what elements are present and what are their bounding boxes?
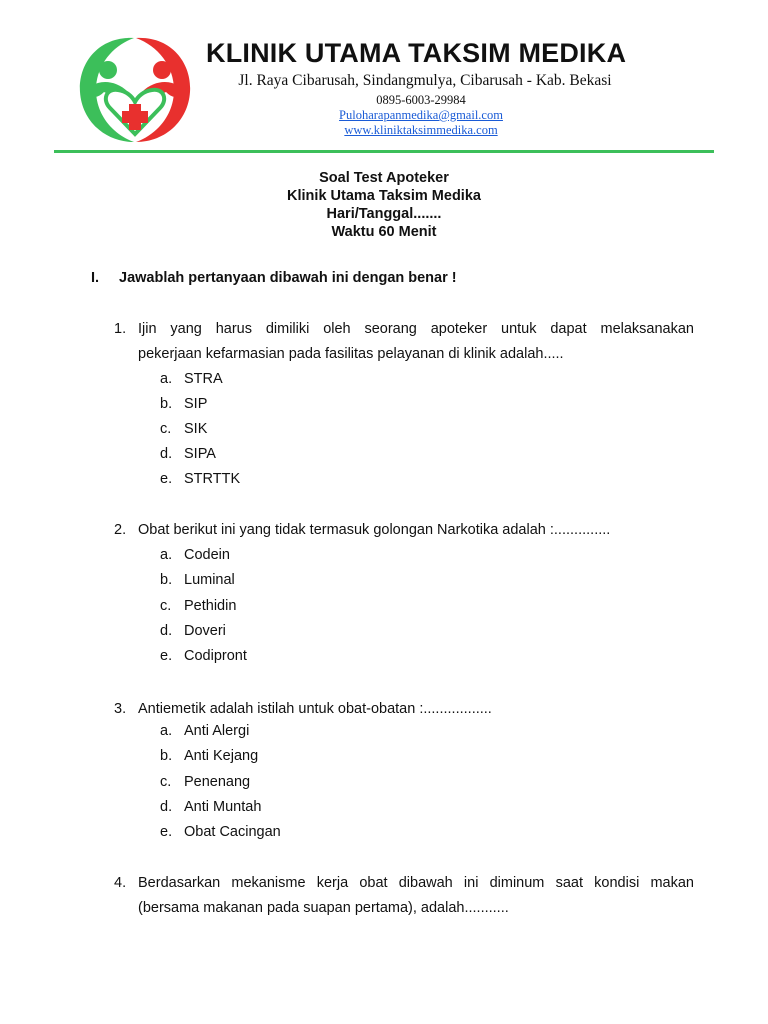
question-number: 1. — [114, 321, 127, 337]
option-3e: e. Obat Cacingan — [160, 824, 281, 840]
question-text-line2: pekerjaan kefarmasian pada fasilitas pelayanan di klinik adalah..... — [138, 346, 564, 362]
test-date: Hari/Tanggal....... — [326, 206, 442, 222]
option-2d: d. Doveri — [160, 623, 226, 639]
question-4 — [114, 871, 694, 921]
question-3 — [114, 697, 694, 722]
option-1b: b. SIP — [160, 396, 208, 412]
clinic-logo-icon — [76, 30, 194, 146]
question-number: 4. — [114, 875, 127, 891]
question-text-line1: Berdasarkan mekanisme kerja obat dibawah ini diminum saat kondisi makan — [138, 875, 694, 891]
clinic-address: Jl. Raya Cibarusah, Sindangmulya, Cibarusah - Kab. Bekasi — [238, 72, 612, 89]
question-number: 2. — [114, 522, 127, 538]
option-1e: e. STRTTK — [160, 471, 241, 487]
option-3c: c. Penenang — [160, 774, 251, 790]
question-text-line2: (bersama makanan pada suapan pertama), adalah........... — [138, 900, 509, 916]
question-text-line1: Antiemetik adalah istilah untuk obat-obatan :................. — [138, 701, 492, 717]
option-3a: a. Anti Alergi — [160, 723, 250, 739]
clinic-phone: 0895-6003-29984 — [376, 93, 466, 107]
question-number: 3. — [114, 701, 127, 717]
header-divider — [54, 150, 714, 153]
section-instruction: Jawablah pertanyaan dibawah ini dengan benar ! — [119, 270, 457, 286]
clinic-email-link[interactable]: Puloharapanmedika@gmail.com — [339, 108, 503, 122]
section-number: I. — [91, 270, 100, 286]
question-1 — [114, 317, 694, 367]
option-2e: e. Codipront — [160, 648, 247, 664]
test-time: Waktu 60 Menit — [331, 224, 437, 240]
question-2 — [114, 518, 694, 543]
clinic-website-link[interactable]: www.kliniktaksimmedika.com — [344, 123, 498, 137]
option-3d: d. Anti Muntah — [160, 799, 262, 815]
option-2b: b. Luminal — [160, 572, 235, 588]
option-1a: a. STRA — [160, 371, 223, 387]
test-clinic: Klinik Utama Taksim Medika — [287, 188, 481, 204]
question-text-line1: Obat berikut ini yang tidak termasuk golongan Narkotika adalah :.............. — [138, 522, 611, 538]
option-2c: c. Pethidin — [160, 598, 237, 614]
option-1d: d. SIPA — [160, 446, 216, 462]
test-title: Soal Test Apoteker — [319, 170, 449, 186]
option-1c: c. SIK — [160, 421, 208, 437]
option-2a: a. Codein — [160, 547, 230, 563]
question-text-line1: Ijin yang harus dimiliki oleh seorang apoteker untuk dapat melaksanakan — [138, 321, 694, 337]
option-3b: b. Anti Kejang — [160, 748, 259, 764]
clinic-name: KLINIK UTAMA TAKSIM MEDIKA — [206, 38, 627, 68]
